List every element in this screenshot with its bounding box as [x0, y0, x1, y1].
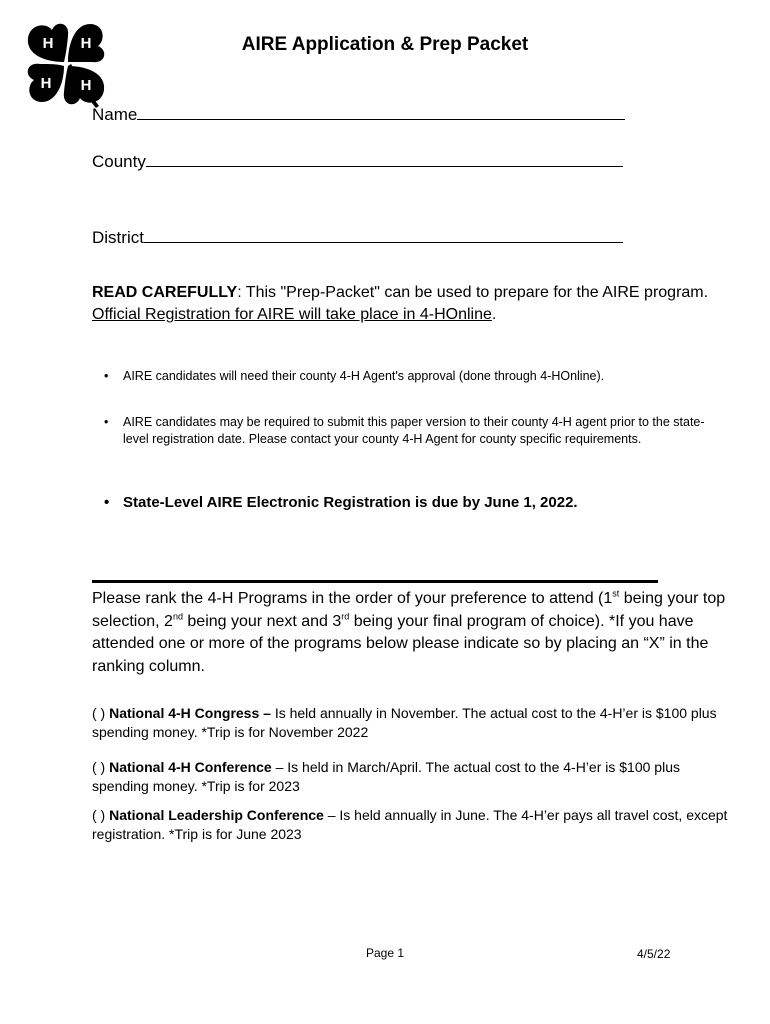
read-carefully-text: : This "Prep-Packet" can be used to prepare for the AIRE program. [237, 284, 709, 301]
county-label: County [92, 152, 146, 171]
county-blank-line[interactable] [146, 165, 623, 167]
district-blank-line[interactable] [144, 241, 623, 243]
bullet-icon: • [104, 369, 109, 383]
district-field[interactable] [92, 228, 623, 248]
program-description: – Is held in March/April. The actual cost to the 4-H’er is $100 plus spending money. *Trip is for 2023 [92, 759, 680, 794]
list-item [104, 494, 714, 511]
document-date: 4/5/22 [637, 947, 671, 961]
name-field[interactable] [92, 105, 625, 125]
section-divider [92, 580, 658, 583]
program-item-congress [92, 704, 737, 742]
bullet-icon: • [104, 415, 109, 429]
ranking-text-part: being your final program of choice). *If you have attended one or more of the programs below please indicate so by placing an “X” in the ranking column. [92, 612, 709, 675]
logo-leaf-letter: H [80, 35, 92, 52]
program-name: National 4-H Conference [109, 759, 272, 775]
program-description: – Is held annually in June. The 4-H’er pays all travel cost, except registration. *Trip is for June 2023 [92, 807, 728, 842]
program-item-leadership [92, 806, 737, 844]
read-carefully-heading: READ CAREFULLY [92, 284, 238, 301]
logo-leaf-letter: H [80, 77, 92, 94]
ranking-instructions [92, 588, 732, 678]
logo-leaf-letter: H [42, 35, 54, 52]
program-name: National Leadership Conference [109, 807, 324, 823]
page-number: Page 1 [366, 946, 405, 960]
program-description: Is held annually in November. The actual cost to the 4-H’er is $100 plus spending money. *Trip is for November 2022 [92, 705, 717, 740]
ranking-text-part: Please rank the 4-H Programs in the order of your preference to attend (1 [92, 590, 613, 607]
logo-leaf-letter: H [40, 75, 52, 92]
ranking-text-part: being your top selection, 2 [92, 590, 726, 630]
program-name: National 4-H Congress – [109, 705, 271, 721]
rank-box[interactable]: ( ) [92, 759, 106, 775]
ranking-superscript: rd [341, 611, 350, 622]
bullet-text: AIRE candidates will need their county 4-H Agent's approval (done through 4-HOnline). [123, 369, 605, 383]
rank-box[interactable]: ( ) [92, 807, 106, 823]
list-item [104, 368, 714, 385]
district-label: District [92, 228, 144, 247]
name-blank-line[interactable] [137, 118, 625, 120]
page-title: AIRE Application & Prep Packet [241, 34, 529, 55]
name-label: Name [92, 105, 138, 124]
ranking-superscript: st [612, 588, 620, 599]
official-registration-note: Official Registration for AIRE will take place in 4-HOnline [92, 306, 492, 323]
read-carefully-end: . [491, 306, 497, 323]
bullet-icon: • [104, 494, 110, 511]
list-item [104, 414, 714, 448]
program-item-conference [92, 758, 737, 796]
rank-box[interactable]: ( ) [92, 705, 106, 721]
county-field[interactable] [92, 152, 623, 172]
ranking-text-part: being your next and 3 [182, 612, 342, 630]
ranking-superscript: nd [172, 611, 183, 622]
read-carefully-paragraph [92, 282, 712, 326]
bullet-text: AIRE candidates may be required to submit this paper version to their county 4-H agent prior to the state-level registration date. Please contact your county 4-H Agent for county specific requirements. [123, 415, 705, 446]
registration-deadline: State-Level AIRE Electronic Registration is due by June 1, 2022. [123, 494, 578, 511]
four-h-clover-logo-icon [24, 18, 108, 110]
